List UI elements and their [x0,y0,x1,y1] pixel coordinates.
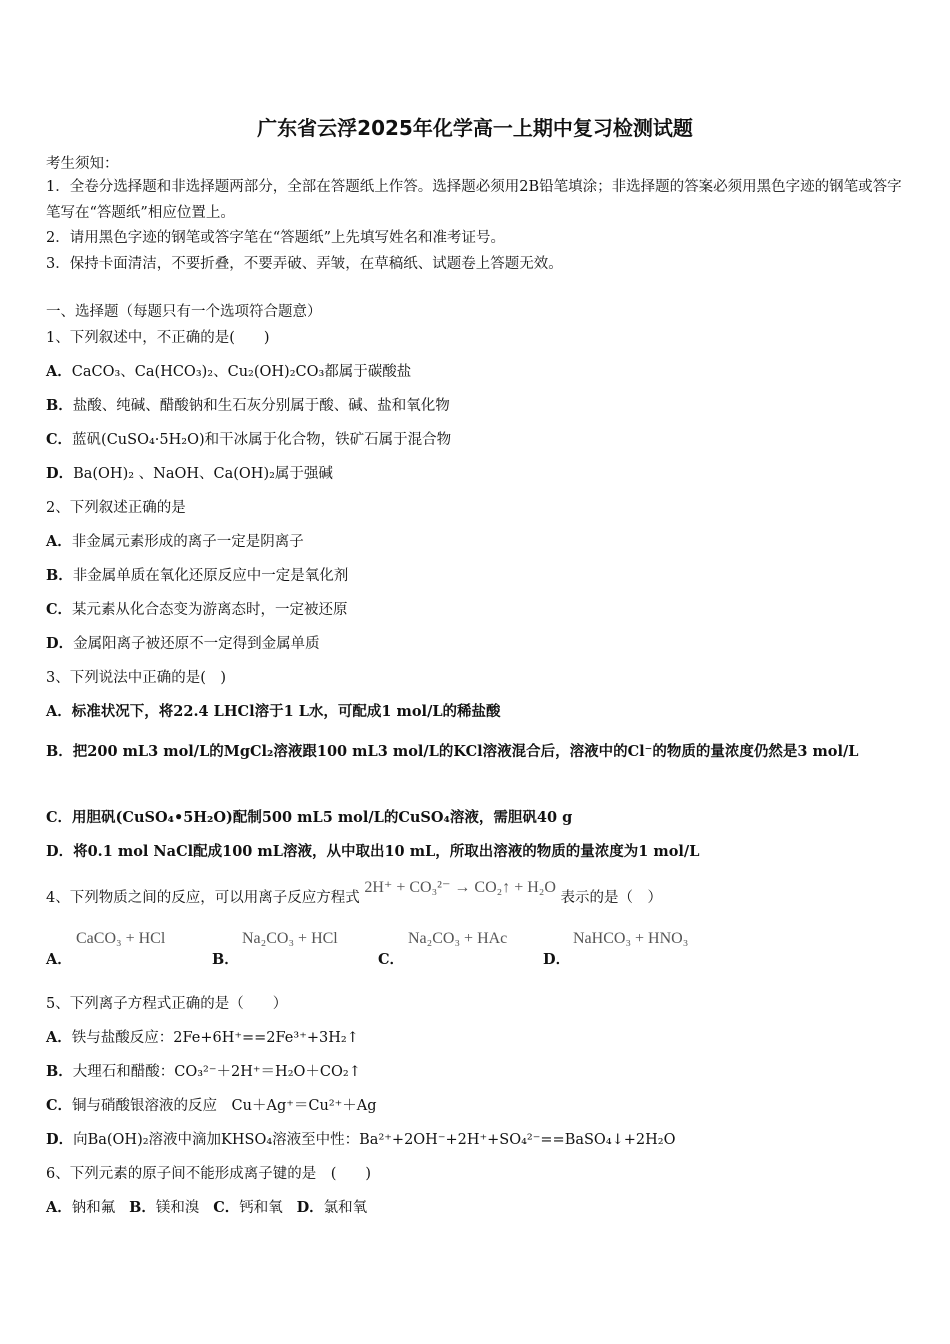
q4-stem: 4、下列物质之间的反应，可以用离子反应方程式 2H⁺ + CO₃²⁻ → CO₂↑ + H₂O 表示的是（ ） [46,879,663,906]
q2-option-b: B．非金属单质在氧化还原反应中一定是氧化剂 [46,567,349,584]
option-label: D． [46,465,74,482]
q1-option-a: A．CaCO₃、Ca(HCO₃)₂、Cu₂(OH)₂CO₃都属于碳酸盐 [46,363,412,380]
q5-option-c: C．铜与硝酸银溶液的反应 Cu＋Ag⁺＝Cu²⁺＋Ag [46,1097,377,1114]
option-label: C． [46,431,73,448]
q5-stem: 5、下列离子方程式正确的是（ ） [46,996,288,1012]
q3-option-c: C．用胆矾(CuSO₄•5H₂O)配制500 mL5 mol/L的CuSO₄溶液，需胆矾40 g [46,809,573,826]
page-title: 广东省云浮2025年化学高一上期中复习检测试题 [257,116,693,140]
q1-option-b: B．盐酸、纯碱、醋酸钠和生石灰分别属于酸、碱、盐和氧化物 [46,397,450,414]
option-label: B． [46,397,73,414]
q5-option-b: B．大理石和醋酸：CO₃²⁻＋2H⁺＝H₂O＋CO₂↑ [46,1063,361,1080]
q5-option-d: D．向Ba(OH)₂溶液中滴加KHSO₄溶液至中性：Ba²⁺+2OH⁻+2H⁺+SO₄²⁻==BaSO₄↓+2H₂O [46,1131,676,1148]
q3-option-d: D．将0.1 mol NaCl配成100 mL溶液，从中取出10 mL，所取出溶液的物质的量浓度为1 mol/L [46,843,700,860]
notice-item-3: 3．保持卡面清洁，不要折叠，不要弄破、弄皱，在草稿纸、试题卷上答题无效。 [46,256,563,272]
q2-stem: 2、下列叙述正确的是 [46,500,186,516]
section-heading: 一、选择题（每题只有一个选项符合题意） [46,304,322,320]
q6-stem: 6、下列元素的原子间不能形成离子键的是 ( ) [46,1166,372,1182]
q3-option-a: A．标准状况下，将22.4 LHCl溶于1 L水，可配成1 mol/L的稀盐酸 [46,703,501,720]
q2-option-a: A．非金属元素形成的离子一定是阴离子 [46,533,304,550]
option-label: A． [46,363,72,380]
q1-option-c: C．蓝矾(CuSO₄·5H₂O)和干冰属于化合物，铁矿石属于混合物 [46,431,452,448]
q2-option-c: C．某元素从化合态变为游离态时，一定被还原 [46,601,348,618]
notice-item-2: 2．请用黑色字迹的钢笔或答字笔在“答题纸”上先填写姓名和准考证号。 [46,230,506,246]
q5-option-a: A．铁与盐酸反应：2Fe+6H⁺==2Fe³⁺+3H₂↑ [46,1029,359,1046]
q2-option-d: D．金属阳离子被还原不一定得到金属单质 [46,635,320,652]
q1-option-d: D．Ba(OH)₂ 、NaOH、Ca(OH)₂属于强碱 [46,465,333,482]
q6-options: A．钠和氟 B．镁和溴 C．钙和氧 D．氯和氧 [46,1199,368,1216]
q3-stem: 3、下列说法中正确的是( ) [46,670,227,686]
q3-option-b: B．把200 mL3 mol/L的MgCl₂溶液跟100 mL3 mol/L的KCl溶液混合后，溶液中的Cl⁻的物质的量浓度仍然是3 mol/L [46,743,859,760]
q1-stem: 1、下列叙述中，不正确的是( ) [46,330,270,346]
notice-item-1: 1．全卷分选择题和非选择题两部分，全部在答题纸上作答。选择题必须用2B铅笔填涂；非选择题的答案必须用黑色字迹的钢笔或答字笔写在“答题纸”相应位置上。 [46,179,902,221]
notice-heading: 考生须知： [46,156,119,172]
ionic-equation: 2H⁺ + CO₃²⁻ → CO₂↑ + H₂O [364,879,556,896]
